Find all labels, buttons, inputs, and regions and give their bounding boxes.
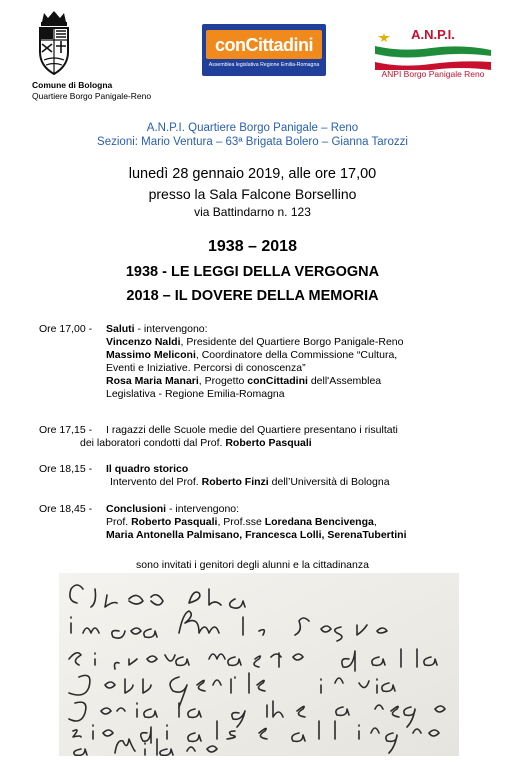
speaker-role: Legislativa - Regione Emilia-Romagna	[106, 388, 285, 400]
speaker-name: Rosa Maria Manari	[106, 375, 199, 387]
speaker-line	[106, 349, 397, 362]
program-text	[106, 529, 407, 542]
speaker-role: Eventi e Iniziative. Percorsi di conoscenza”	[106, 362, 306, 374]
program-time: Ore 17,00 -	[39, 323, 93, 335]
event-date-time: lunedì 28 gennaio 2019, alle ore 17,00	[128, 166, 377, 182]
handwritten-note	[59, 573, 459, 756]
program-heading-rest: - intervengono:	[134, 323, 208, 335]
program-heading	[106, 463, 188, 476]
speaker-name: Roberto Pasquali	[131, 516, 218, 528]
program-item-heading	[106, 323, 208, 336]
speaker-role: , Coordinatore della Commissione “Cultura,	[195, 349, 398, 361]
speaker-name: Loredana Bencivenga	[264, 516, 374, 528]
speaker-line	[106, 388, 285, 401]
speaker-name: Roberto Pasquali	[225, 437, 312, 449]
speaker-name: Massimo Meliconi	[106, 349, 196, 361]
speaker-name: Roberto Finzi	[201, 476, 269, 488]
event-venue: presso la Sala Falcone Borsellino	[148, 186, 357, 202]
speaker-line	[106, 375, 381, 388]
organizers-line-2: Sezioni: Mario Ventura – 63ª Brigata Bolero – Gianna Tarozzi	[97, 136, 408, 148]
star-icon	[378, 33, 390, 42]
speaker-line	[106, 362, 306, 375]
program-text	[80, 437, 312, 450]
event-address: via Battindarno n. 123	[194, 205, 311, 219]
program-text-part: ,	[373, 516, 377, 528]
program-text	[106, 516, 377, 529]
project-name: conCittadini	[247, 375, 308, 387]
anpi-caption: ANPI Borgo Panigale Reno	[381, 69, 485, 79]
title-line-1: 1938 - LE LEGGI DELLA VERGOGNA	[125, 264, 380, 280]
speaker-line	[106, 336, 403, 349]
program-heading: Conclusioni	[106, 503, 167, 515]
title-line-2: 2018 – IL DOVERE DELLA MEMORIA	[126, 288, 379, 304]
invitation-text: sono invitati i genitori degli alunni e la cittadinanza	[136, 559, 369, 571]
concittadini-logo-box	[206, 30, 322, 59]
program-text-part: dell’Università di Bologna	[268, 476, 390, 488]
concittadini-logo-text: conCittadini	[215, 35, 313, 55]
speaker-role: dell'Assemblea	[307, 375, 382, 387]
speaker-role: , Progetto	[198, 375, 248, 387]
title-years: 1938 – 2018	[208, 238, 297, 255]
anpi-logo-text: A.N.P.I.	[411, 27, 455, 42]
concittadini-logo-subtext: Assemblea legislativa Regione Emilia-Romagna	[208, 62, 320, 68]
program-time: Ore 18,45 -	[39, 503, 93, 515]
program-item-heading	[106, 503, 239, 516]
program-heading-text: Il quadro storico	[106, 463, 189, 475]
program-text-part: , Prof.sse	[217, 516, 265, 528]
speaker-names: Maria Antonella Palmisano, Francesca Lolli, SerenaTubertini	[106, 529, 407, 541]
speaker-role: , Presidente del Quartiere Borgo Panigale-Reno	[180, 336, 404, 348]
program-heading: Saluti	[106, 323, 135, 335]
program-text-part: Prof.	[106, 516, 132, 528]
concittadini-logo	[202, 24, 326, 76]
program-text-part: Intervento del Prof.	[110, 476, 202, 488]
organizers-line-1: A.N.P.I. Quartiere Borgo Panigale – Reno	[146, 122, 359, 134]
program-text-part: dei laboratori condotti dal Prof.	[80, 437, 226, 449]
comune-quarter: Quartiere Borgo Panigale-Reno	[32, 91, 152, 101]
program-text	[110, 476, 390, 489]
anpi-logo	[371, 24, 495, 70]
speaker-name: Vincenzo Naldi	[106, 336, 181, 348]
program-time: Ore 18,15 -	[39, 463, 93, 475]
program-time: Ore 17,15 -	[39, 424, 93, 436]
comune-crest-icon	[34, 8, 74, 80]
comune-name: Comune di Bologna	[32, 80, 113, 90]
program-heading-rest: - intervengono:	[166, 503, 240, 515]
program-text: I ragazzi delle Scuole medie del Quartiere presentano i risultati	[106, 424, 398, 436]
